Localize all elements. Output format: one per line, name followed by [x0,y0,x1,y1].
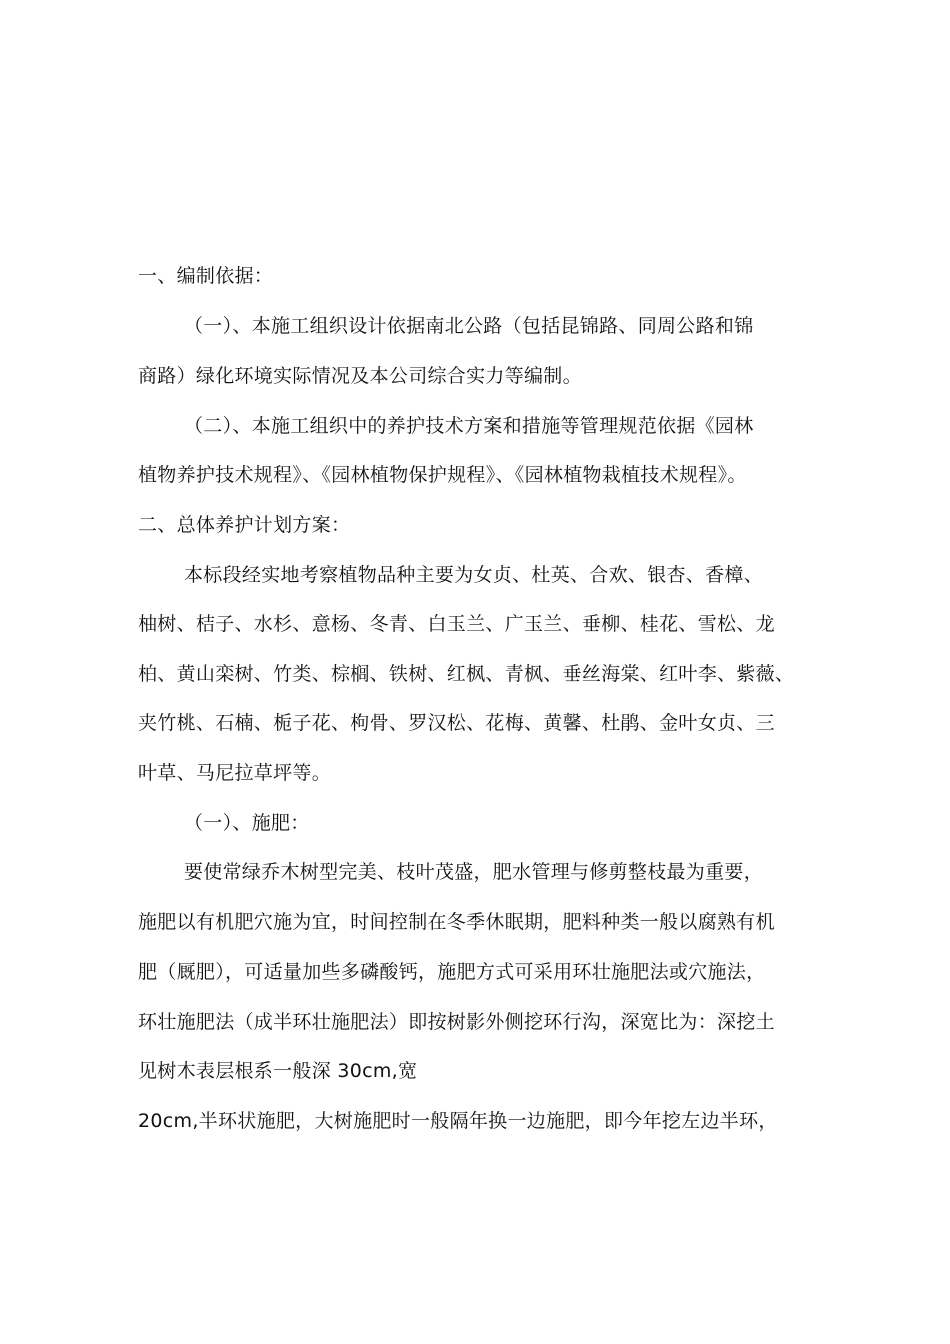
subsection-fertilizing-heading: （一）、施肥： [184,812,310,834]
section1-item1-line2: 商路）绿化环境实际情况及本公司综合实力等编制。 [138,365,582,387]
fertilizing-paragraph-line5: 见树木表层根系一般深 30cm,宽 [138,1060,418,1082]
species-paragraph-line3: 柏、黄山栾树、竹类、棕榈、铁树、红枫、青枫、垂丝海棠、红叶李、紫薇、 [138,663,795,685]
species-paragraph-line4: 夹竹桃、石楠、栀子花、枸骨、罗汉松、花梅、黄馨、杜鹃、金叶女贞、三 [138,712,775,734]
section1-heading: 一、编制依据： [138,265,274,287]
section1-item2-line2: 植物养护技术规程》、《园林植物保护规程》、《园林植物栽植技术规程》。 [138,464,747,486]
section2-heading: 二、总体养护计划方案： [138,514,351,536]
species-paragraph-line2: 柚树、桔子、水杉、意杨、冬青、白玉兰、广玉兰、垂柳、桂花、雪松、龙 [138,613,775,635]
fertilizing-paragraph-line1: 要使常绿乔木树型完美、枝叶茂盛，肥水管理与修剪整枝最为重要， [184,861,764,883]
fertilizing-paragraph-line6: 20cm,半环状施肥，大树施肥时一般隔年换一边施肥，即今年挖左边半环， [138,1110,778,1132]
section1-item2-line1: （二）、本施工组织中的养护技术方案和措施等管理规范依据《园林 [184,415,754,437]
species-paragraph-line1: 本标段经实地考察植物品种主要为女贞、杜英、合欢、银杏、香樟、 [184,564,764,586]
species-paragraph-line5: 叶草、马尼拉草坪等。 [138,762,332,784]
fertilizing-paragraph-line3: 肥（厩肥），可适量加些多磷酸钙，施肥方式可采用环壮施肥法或穴施法， [138,961,766,983]
fertilizing-paragraph-line4: 环壮施肥法（成半环壮施肥法）即按树影外侧挖环行沟，深宽比为：深挖土 [138,1011,775,1033]
fertilizing-paragraph-line2: 施肥以有机肥穴施为宜，时间控制在冬季休眠期，肥料种类一般以腐熟有机 [138,911,775,933]
section1-item1-line1: （一）、本施工组织设计依据南北公路（包括昆锦路、同周公路和锦 [184,315,754,337]
